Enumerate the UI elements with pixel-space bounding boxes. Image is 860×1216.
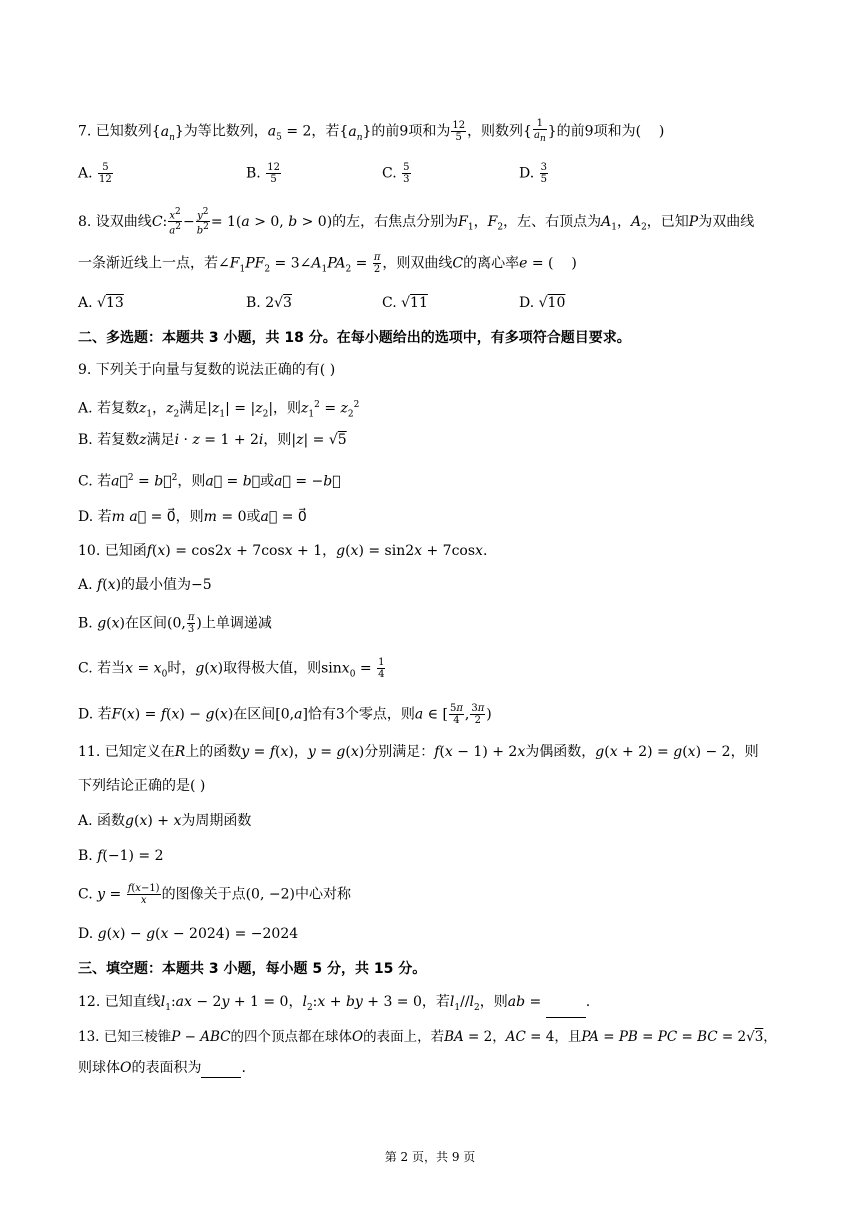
section-3-heading: 三、填空题：本题共 3 小题，每小题 5 分，共 15 分。 bbox=[78, 961, 427, 977]
q10-option-c: C. 若当$x = x_0$时，g(x)取得极大值，则sinx$_0$ = $\frac{1}{4}$ bbox=[78, 657, 385, 680]
q7-option-b: B. $\frac{12}{5}$ bbox=[246, 162, 280, 185]
q11-stem-line2: 下列结论正确的是( ) bbox=[78, 778, 206, 794]
q11-option-a: A. 函数g(x) + x为周期函数 bbox=[78, 813, 252, 829]
q7-option-a: A. $\frac{5}{12}$ bbox=[78, 162, 112, 185]
q8-option-c: C. √11 bbox=[382, 295, 428, 311]
q8-option-a: A. √13 bbox=[78, 295, 124, 311]
q10-option-d: D. 若F(x) = f(x) − g(x)在区间[0,a]恰有3个零点，则a ∈ [ $\frac{5\pi}{4}$ , $\frac{3\pi}{2}$ ) bbox=[78, 703, 492, 726]
q11-option-d: D. g(x) − g(x − 2024) = −2024 bbox=[78, 926, 299, 942]
q7-option-d: D. $\frac{3}{5}$ bbox=[519, 162, 548, 185]
q8-stem-line2: 一条渐近线上一点，若$\angle F_1PF_2$ = $3\angle A_1PA_2$ = $\frac{\pi}{2}$ ，则双曲线C的离心率e = ( ) bbox=[78, 252, 577, 275]
q12: 12. 已知直线$l_1:ax - 2y + 1 = 0$，$l_2:x$ + by + 3 = 0，若$l_1//l_2$，则ab = . bbox=[78, 992, 800, 1018]
q7-option-c: C. $\frac{5}{3}$ bbox=[382, 162, 410, 185]
section-2-heading: 二、多选题：本题共 3 小题，共 18 分。在每小题给出的选项中，有多项符合题目要求。 bbox=[78, 330, 631, 346]
q10-stem: 10. 已知函f(x) = cos2x + 7cosx + 1，g(x) = sin2x + 7cosx. bbox=[78, 543, 488, 559]
q11-option-c: C. y = $\frac{f(x-1)}{x}$ 的图像关于点(0, −2)中心对称 bbox=[78, 883, 351, 906]
q9-option-b: B. 若复数z满足i · z = 1 + 2i，则|z| = √5 bbox=[78, 432, 347, 448]
q8-option-d: D. √10 bbox=[519, 295, 566, 311]
q10-option-b: B. g(x)在区间(0, $\frac{\pi}{3}$ )上单调递减 bbox=[78, 612, 272, 635]
q10-option-a: A. f(x)的最小值为−5 bbox=[78, 577, 212, 593]
q7-stem: 7. 已知数列$\{a_n\}$为等比数列，$a_5 = 2$，若$\{a_n\}$的前9项和为 $\frac{12}{5}$ ，则数列{ $\frac{1}{a_n}$ }的前9项和为( ) bbox=[78, 118, 665, 144]
q13-line1: 13. 已知三棱锥P − ABC的四个顶点都在球体O的表面上，若BA = 2，AC = 4，且PA = PB = PC = BC = 2√3， bbox=[78, 1029, 777, 1045]
q9-stem: 9. 下列关于向量与复数的说法正确的有( ) bbox=[78, 362, 336, 378]
q11-option-b: B. f(−1) = 2 bbox=[78, 848, 164, 864]
q11-stem-line1: 11. 已知定义在R上的函数y = f(x)，y = g(x)分别满足：f(x − 1) + 2x为偶函数，g(x + 2) = g(x) − 2，则 bbox=[78, 744, 759, 760]
q9-option-c: C. 若a⃗$^2$ = b⃗$^2$，则a⃗ = b⃗或a⃗ = −b⃗ bbox=[78, 473, 341, 490]
q13-line2: 则球体O的表面积为 . bbox=[78, 1060, 246, 1076]
page-footer: 第 2 页，共 9 页 bbox=[384, 1150, 476, 1164]
q8-stem-line1: 8. 设双曲线C: $\frac{x^2}{a^2}$ − $\frac{y^2}{b^2}$ = 1(a > 0, b > 0)的左，右焦点分别为$F_1$，$F_2$，左、右顶点为$A_1$，$A_2$，已知P为双曲线 bbox=[78, 207, 755, 237]
q9-option-d: D. 若m a⃗ = 0⃗，则m = 0或a⃗ = 0⃗ bbox=[78, 509, 307, 525]
q8-option-b: B. 2√3 bbox=[246, 295, 292, 311]
q9-option-a: A. 若复数$z_1$，$z_2$满足$|z_1| = |z_2|$，则$z_1^2 = z_2^2$ bbox=[78, 400, 360, 420]
